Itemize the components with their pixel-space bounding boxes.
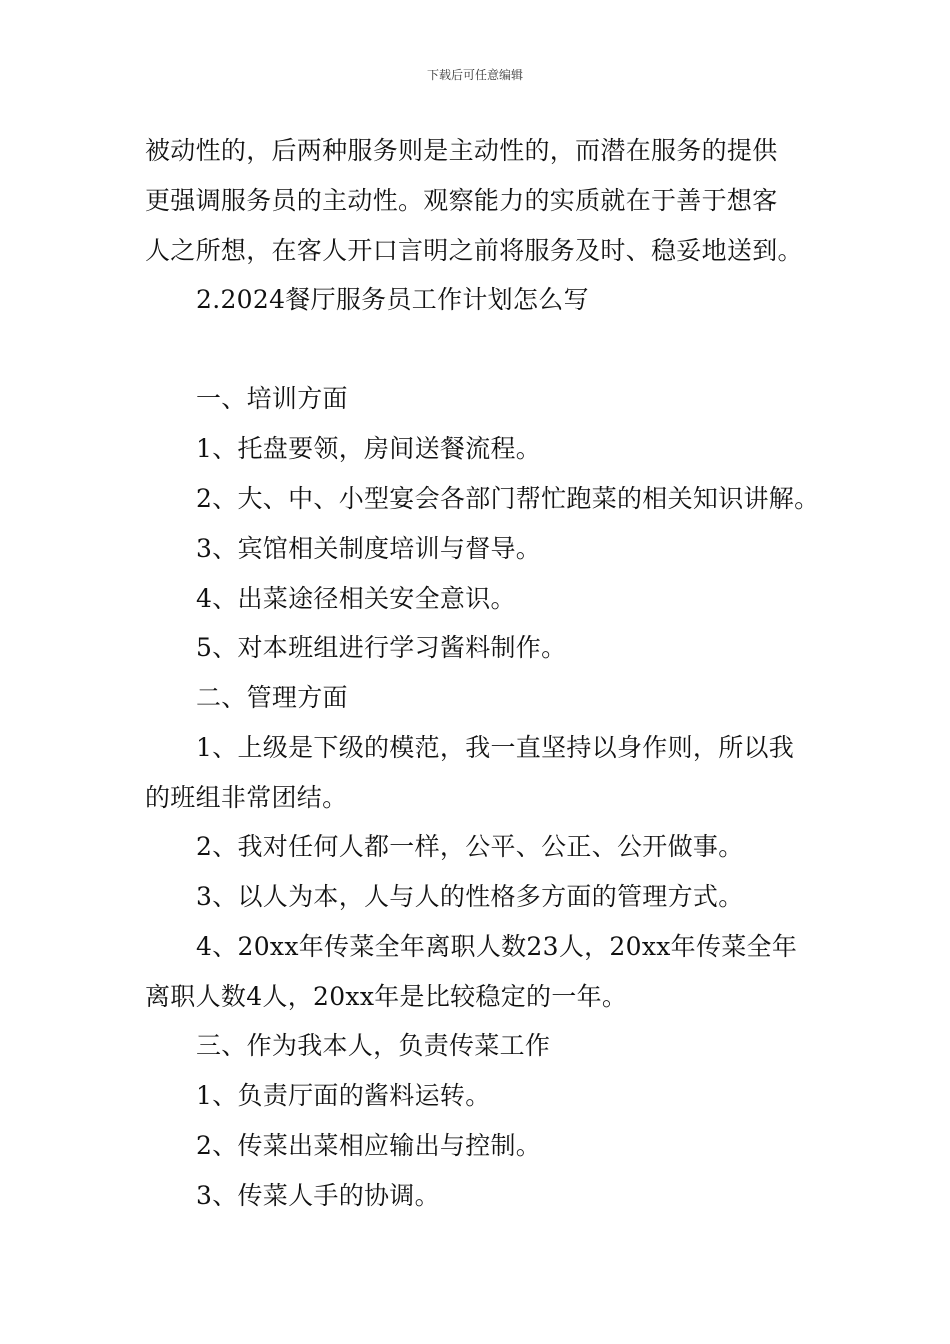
list-item: 1、负责厅面的酱料运转。	[196, 1081, 491, 1110]
section-heading: 二、管理方面	[196, 683, 348, 712]
section-title: 2.2024餐厅服务员工作计划怎么写	[196, 285, 589, 314]
section-heading: 三、作为我本人，负责传菜工作	[196, 1031, 551, 1060]
list-item: 5、对本班组进行学习酱料制作。	[196, 633, 567, 662]
paragraph-line: 更强调服务员的主动性。观察能力的实质就在于善于想客	[145, 186, 778, 215]
list-item-continuation: 的班组非常团结。	[145, 783, 348, 812]
list-item: 4、20xx年传菜全年离职人数23人，20xx年传菜全年	[196, 932, 798, 961]
list-item: 4、出菜途径相关安全意识。	[196, 584, 516, 613]
list-item-continuation: 离职人数4人，20xx年是比较稳定的一年。	[145, 982, 628, 1011]
page-header: 下载后可任意编辑	[426, 68, 523, 82]
list-item: 2、大、中、小型宴会各部门帮忙跑菜的相关知识讲解。	[196, 484, 820, 513]
list-item: 2、我对任何人都一样，公平、公正、公开做事。	[196, 832, 744, 861]
paragraph-line: 被动性的，后两种服务则是主动性的，而潜在服务的提供	[145, 136, 778, 165]
paragraph-line: 人之所想，在客人开口言明之前将服务及时、稳妥地送到。	[145, 236, 803, 265]
list-item: 1、上级是下级的模范，我一直坚持以身作则，所以我	[196, 733, 795, 762]
list-item: 3、宾馆相关制度培训与督导。	[196, 534, 542, 563]
list-item: 2、传菜出菜相应输出与控制。	[196, 1131, 542, 1160]
list-item: 3、传菜人手的协调。	[196, 1181, 440, 1210]
list-item: 1、托盘要领，房间送餐流程。	[196, 434, 542, 463]
section-heading: 一、培训方面	[196, 384, 348, 413]
list-item: 3、以人为本，人与人的性格多方面的管理方式。	[196, 882, 744, 911]
